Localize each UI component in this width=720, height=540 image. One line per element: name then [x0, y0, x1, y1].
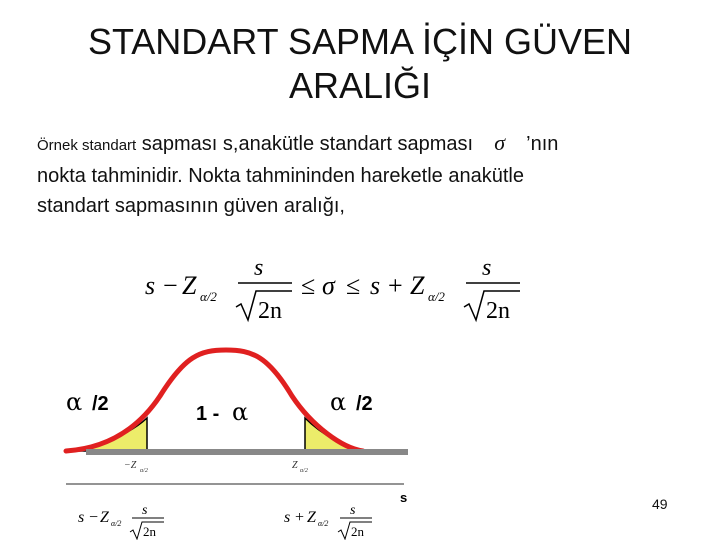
upper-z-sub: α/2 — [318, 519, 329, 528]
confidence-interval-formula — [145, 255, 520, 324]
distribution-diagram — [66, 350, 408, 539]
formula-leq-left: ≤ — [301, 271, 316, 300]
title-line-2: ARALIĞI — [288, 65, 432, 106]
right-z-sub: α/2 — [300, 468, 308, 474]
formula-leq-right: ≤ — [346, 271, 361, 300]
formula-s-left: s — [145, 271, 156, 300]
formula-s-right: s — [370, 271, 381, 300]
page-number: 49 — [652, 496, 668, 512]
formula-z-left: Z — [182, 271, 197, 300]
right-tail-frac: /2 — [356, 393, 373, 415]
intro-rest-text: sapması s,anakütle standart sapması — [136, 133, 474, 155]
upper-den: 2n — [351, 524, 364, 539]
center-alpha: α — [232, 398, 249, 426]
formula-plus: + — [388, 271, 403, 300]
left-z-sub: α/2 — [140, 468, 148, 474]
intro-small-text: Örnek standart — [37, 137, 137, 154]
lower-z: Z — [100, 509, 109, 526]
formula-denominator-left: 2n — [258, 298, 282, 324]
intro-line-2: nokta tahminidir. Nokta tahmininden hareketle anakütle — [37, 165, 524, 187]
left-tail-alpha: α — [66, 388, 83, 416]
lower-z-sub: α/2 — [111, 519, 122, 528]
formula-numerator-right: s — [482, 255, 492, 281]
formula-sigma: σ — [322, 271, 335, 300]
title-line-1: STANDART SAPMA İÇİN GÜVEN — [87, 21, 633, 62]
lower-den: 2n — [143, 524, 156, 539]
lower-num: s — [142, 503, 148, 518]
right-tail-alpha: α — [330, 388, 347, 416]
upper-s: s — [284, 509, 291, 526]
upper-bound-formula — [284, 503, 372, 539]
left-tail-frac: /2 — [92, 393, 109, 415]
formula-numerator-left: s — [254, 255, 264, 281]
intro-line-3: standart sapmasının güven aralığı, — [37, 195, 345, 217]
axis-s-label: s — [400, 490, 408, 505]
lower-s: s — [78, 509, 85, 526]
lower-bound-formula — [78, 503, 164, 539]
upper-op: + — [295, 509, 305, 526]
formula-minus: − — [163, 271, 178, 300]
sigma-symbol: σ — [494, 130, 506, 155]
intro-suffix-text: ’nın — [520, 133, 559, 155]
left-z-label: −Z — [124, 460, 137, 471]
center-prefix: 1 - — [196, 403, 220, 425]
upper-num: s — [350, 503, 356, 518]
formula-z-right-sub: α/2 — [428, 289, 445, 304]
formula-denominator-right: 2n — [486, 298, 510, 324]
lower-op: − — [89, 509, 99, 526]
right-z-label: Z — [292, 460, 298, 471]
formula-z-left-sub: α/2 — [200, 289, 217, 304]
formula-z-right: Z — [410, 271, 425, 300]
upper-z: Z — [307, 509, 316, 526]
